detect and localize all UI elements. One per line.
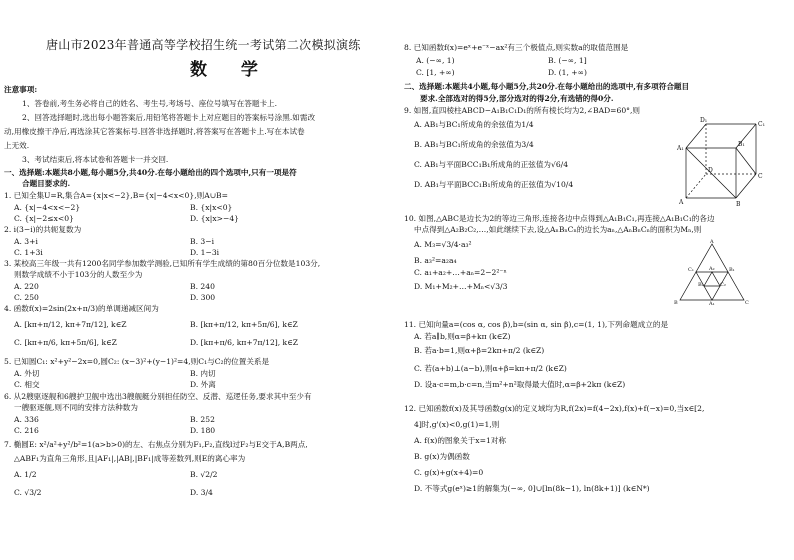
q5-stem: 5. 已知圆C₁: x²+y²−2x=0,圆C₂: (x−3)²+(y−1)²=4,则C₁与C₂的位置关系是 [4, 357, 270, 366]
q9-option-d: D. AB₁与平面BCC₁B₁所成角的正弦值为√10/4 [414, 180, 574, 189]
notice-item: 3、考试结束后,将本试卷和答题卡一并交回. [22, 155, 169, 164]
q12-option-b: B. g(x)为偶函数 [414, 452, 470, 461]
q2-option-d: D. 1−3i [190, 248, 220, 257]
triangle-figure [674, 240, 750, 306]
prism-label-d1: D₁ [700, 117, 708, 124]
tri-label-b2: B₂ [698, 282, 704, 288]
tri-label-b1: B₁ [729, 267, 735, 273]
q12-option-a: A. f(x)的图象关于x=1对称 [414, 436, 506, 445]
q1-option-a: A. {x|−4<x<−2} [14, 203, 81, 212]
section1-heading: 一、选择题:本题共8小题,每小题5分,共40分.在每小题给出的四个选项中,只有一项是符 [4, 168, 297, 177]
q10-stem-cont: 中点得到△A₂B₂C₂,…,如此继续下去,设△AₙBₙCₙ的边长为aₙ,△AₙBₙCₙ的面积为Mₙ,则 [414, 225, 702, 234]
q2-option-c: C. 1+3i [14, 248, 43, 257]
q6-option-a: A. 336 [14, 415, 39, 424]
q6-option-b: B. 252 [190, 415, 215, 424]
q4-option-b: B. [kπ+π/12, kπ+5π/6], k∈Z [190, 320, 298, 329]
section2-heading-cont: 要求.全部选对的得5分,部分选对的得2分,有选错的得0分. [420, 94, 614, 103]
q11-option-a: A. 若a∥b,则α=β+kπ (k∈Z) [414, 332, 511, 341]
q8-option-c: C. [1, +∞) [416, 68, 455, 77]
q10-option-c: C. a₁+a₂+…+aₙ=2−2²⁻ⁿ [414, 268, 507, 277]
q10-option-b: B. a₃²=a₂a₄ [414, 256, 457, 265]
q2-option-a: A. 3+i [14, 237, 38, 246]
q9-option-b: B. AB₁与BC₁所成角的余弦值为3/4 [414, 140, 534, 149]
q10-stem: 10. 如图,△ABC是边长为2的等边三角形,连接各边中点得到△A₁B₁C₁,再连接△A₁B₁C₁的各边 [404, 214, 715, 223]
q4-stem: 4. 函数f(x)=2sin(2x+π/3)的单调递减区间为 [4, 304, 159, 313]
q5-option-a: A. 外切 [14, 369, 40, 378]
q6-stem: 6. 从2艘驱逐舰和6艘护卫舰中选出3艘舰艇分别担任防空、反潜、巡逻任务,要求其中至少有 [4, 392, 312, 401]
q7-option-b: B. √2/2 [190, 470, 218, 479]
q11-option-d: D. 设a·c=m,b·c=n,当m²+n²取得最大值时,α=β+2kπ (k∈Z) [414, 380, 626, 389]
notice-item: 上无效. [4, 141, 30, 150]
prism-label-a1: A₁ [677, 145, 684, 152]
q3-option-d: D. 300 [190, 293, 216, 302]
q6-stem-cont: 一艘驱逐舰,则不同的安排方法种数为 [14, 403, 138, 412]
notice-heading: 注意事项: [4, 85, 38, 94]
section1-heading-cont: 合题目要求的. [22, 179, 71, 188]
q12-option-c: C. g(x)+g(x+4)=0 [414, 468, 484, 477]
q3-option-b: B. 240 [190, 282, 215, 291]
q11-option-c: C. 若(a+b)⊥(a−b),则α+β=kπ+π/2 (k∈Z) [414, 364, 567, 373]
tri-label-a: A [710, 239, 714, 245]
exam-title: 唐山市2023年普通高等学校招生统一考试第二次模拟演练 [46, 38, 361, 52]
q11-stem: 11. 已知向量a=(cos α, cos β),b=(sin α, sin β),c=(1, 1),下列命题成立的是 [404, 320, 669, 329]
tri-label-a2: A₂ [709, 266, 715, 272]
q6-option-c: C. 216 [14, 426, 39, 435]
q9-option-a: A. AB₁与BC₁所成角的余弦值为1/4 [414, 120, 534, 129]
tri-label-a1: A₁ [709, 301, 715, 307]
q7-option-c: C. √3/2 [14, 488, 42, 497]
q11-option-b: B. 若a·b=1,则α+β=2kπ+π/2 (k∈Z) [414, 346, 545, 355]
q5-option-d: D. 外离 [190, 380, 216, 389]
q1-option-d: D. {x|x>−4} [190, 214, 239, 223]
tri-label-c2: C₂ [720, 282, 726, 288]
q8-option-d: D. (1, +∞) [548, 68, 587, 77]
tri-label-c1: C₁ [688, 267, 694, 273]
prism-label-c1: C₁ [758, 121, 765, 128]
q8-option-b: B. (−∞, 1] [548, 56, 587, 65]
q3-option-c: C. 250 [14, 293, 39, 302]
prism-label-a: A [679, 199, 684, 206]
q8-stem: 8. 已知函数f(x)=eˣ+e⁻ˣ−ax²有三个极值点,则实数a的取值范围是 [404, 43, 629, 52]
tri-label-b: B [674, 300, 678, 306]
tri-label-c: C [745, 300, 749, 306]
q9-stem: 9. 如图,直四棱柱ABCD−A₁B₁C₁D₁的所有棱长均为2,∠BAD=60°,则 [404, 106, 640, 115]
q1-option-c: C. {x|−2≤x<0} [14, 214, 74, 223]
q7-option-d: D. 3/4 [190, 488, 213, 497]
q4-option-d: D. [kπ+π/6, kπ+7π/12], k∈Z [190, 338, 299, 347]
q5-option-b: B. 内切 [190, 369, 216, 378]
q7-stem-cont: △ABF₁为直角三角形,且|AF₁|,|AB|,|BF₁|成等差数列,则E的离心率为 [14, 454, 246, 463]
prism-figure [676, 118, 776, 208]
q4-option-c: C. [kπ+π/6, kπ+5π/6], k∈Z [14, 338, 117, 347]
q6-option-d: D. 180 [190, 426, 216, 435]
q3-option-a: A. 220 [14, 282, 39, 291]
notice-item: 1、答卷前,考生务必将自己的姓名、考生号,考场号、座位号填写在答题卡上. [22, 99, 278, 108]
q3-stem: 3. 某校高三年级一共有1200名同学参加数学测验,已知所有学生成绩的第80百分位数是103分, [4, 259, 321, 268]
q10-option-d: D. M₁+M₂+…+Mₙ<√3/3 [414, 282, 508, 291]
notice-item: 动,用橡皮擦干净后,再选涂其它答案标号.回答非选择题时,将答案写在答题卡上.写在本试卷 [4, 127, 305, 136]
prism-label-d: D [708, 167, 713, 174]
q12-option-d: D. 不等式g(eˣ)≥1的解集为(−∞, 0]∪[ln(8k−1), ln(8k+1)] (k∈N*) [414, 484, 650, 493]
prism-label-c: C [758, 173, 763, 180]
q4-option-a: A. [kπ+π/12, kπ+7π/12], k∈Z [14, 320, 127, 329]
q2-option-b: B. 3−i [190, 237, 215, 246]
q7-stem: 7. 椭圆E: x²/a²+y²/b²=1(a>b>0)的左、右焦点分别为F₁,F₂,直线l过F₂与E交于A,B两点, [4, 440, 308, 449]
section2-heading: 二、选择题:本题共4小题,每小题5分,共20分.在每小题给出的选项中,有多项符合题目 [404, 82, 690, 91]
q1-option-b: B. {x|x<0} [190, 203, 233, 212]
q3-stem-cont: 则数学成绩不小于103分的人数至少为 [14, 270, 143, 279]
prism-label-b: B [736, 201, 741, 208]
q12-stem: 12. 已知函数f(x)及其导函数g(x)的定义域均为R,f(2x)=f(4−2x),f(x)+f(−x)=0,当x∈[2, [404, 404, 705, 413]
q8-option-a: A. (−∞, 1) [416, 56, 455, 65]
q10-option-a: A. M₃=√3/4·a₃² [414, 240, 472, 249]
q12-stem-cont: 4]时,g'(x)<0,g(1)=1,则 [414, 420, 500, 429]
q9-option-c: C. AB₁与平面BCC₁B₁所成角的正弦值为√6/4 [414, 160, 569, 169]
q2-stem: 2. i(3−i)的共轭复数为 [4, 225, 82, 234]
q1-stem: 1. 已知全集U=R,集合A={x|x<−2},B={x|−4<x<0},则A∪B= [4, 191, 228, 200]
q5-option-c: C. 相交 [14, 380, 40, 389]
notice-item: 2、回答选择题时,选出每小题答案后,用铅笔将答题卡上对应题目的答案标号涂黑.如需改 [22, 113, 316, 122]
q7-option-a: A. 1/2 [14, 470, 37, 479]
prism-label-b1: B₁ [738, 141, 745, 148]
subject-title: 数 学 [190, 60, 272, 80]
